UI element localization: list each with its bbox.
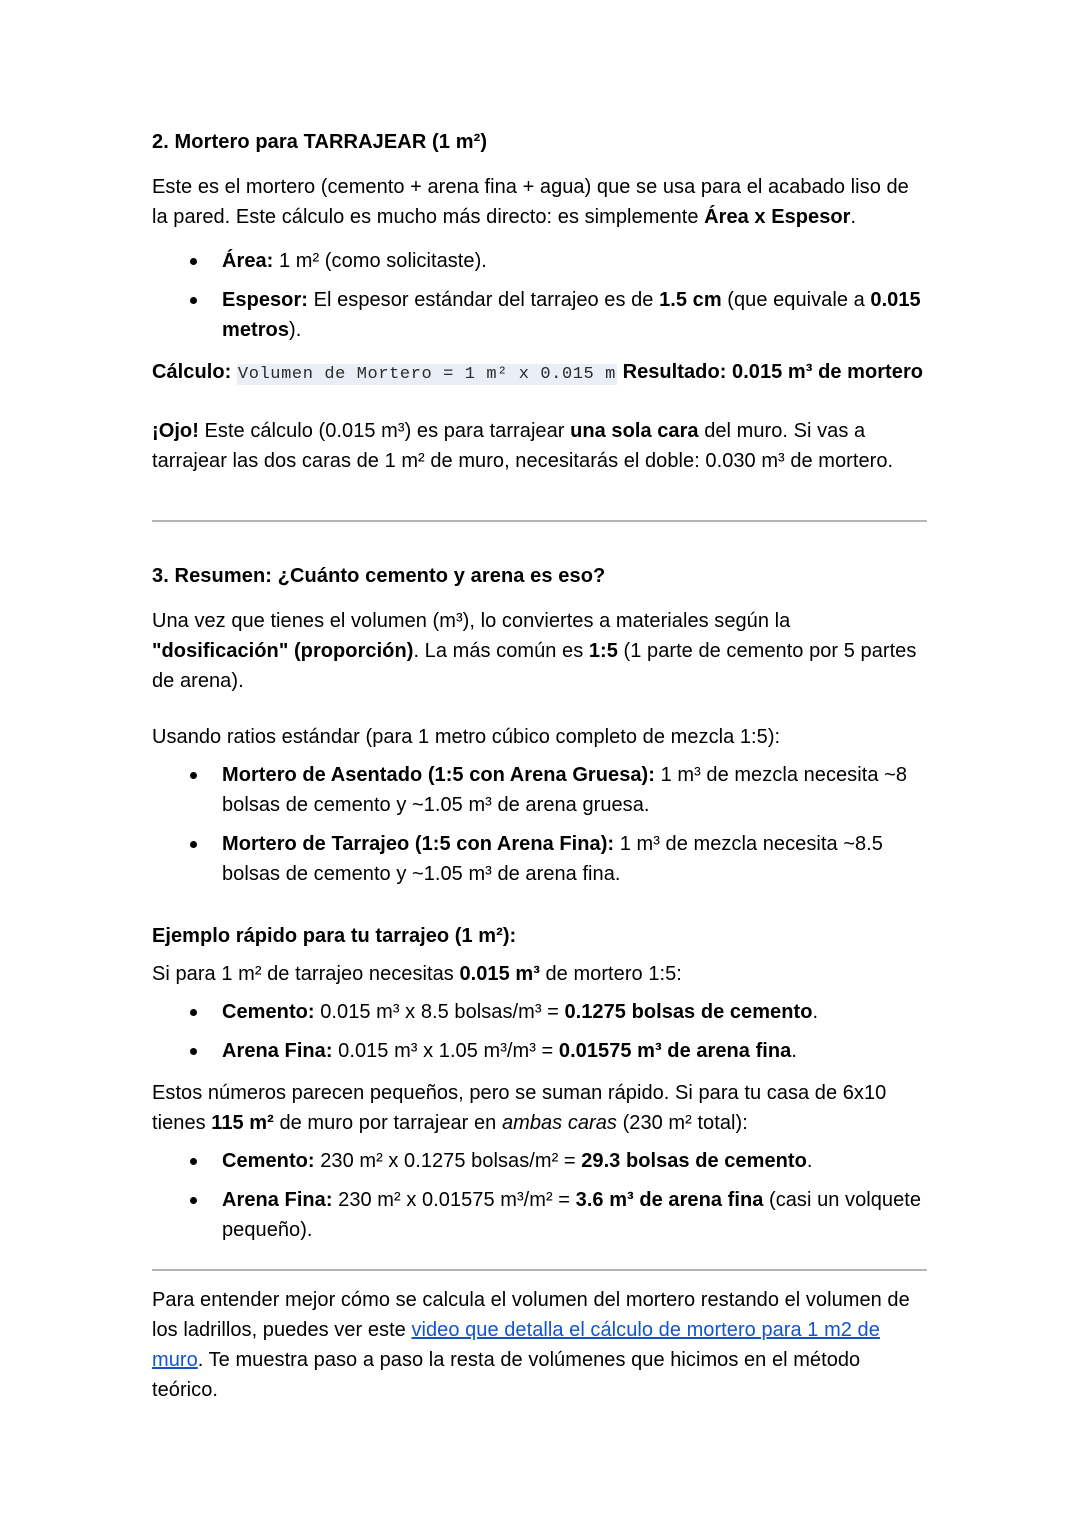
example-heading bbox=[152, 921, 930, 951]
bullet-text-cemento-example-1: 0.015 m³ x 8.5 bolsas/m³ = bbox=[314, 1001, 565, 1023]
section-3-intro-text-1: Una vez que tienes el volumen (m³), lo conviertes a materiales según la bbox=[152, 610, 791, 632]
list-item bbox=[152, 285, 930, 345]
bullet-label-mortero-tarrajeo: Mortero de Tarrajeo (1:5 con Arena Fina): bbox=[222, 833, 615, 855]
section-3-heading: 3. Resumen: ¿Cuánto cemento y arena es eso? bbox=[152, 565, 606, 587]
scaleup-bold-area: 115 m² bbox=[211, 1112, 274, 1134]
bullet-text-cemento-scaleup-2: . bbox=[806, 1150, 813, 1172]
bullet-text-mortero-tarrajeo: 1 m³ de mezcla necesita ~8.5 bolsas de cemento y ~1.05 m³ de arena fina. bbox=[222, 833, 883, 885]
bullet-bold-arena-fina-example-result: 0.01575 m³ de arena fina bbox=[558, 1040, 792, 1062]
example-heading-text: Ejemplo rápido para tu tarrajeo (1 m²): bbox=[152, 925, 517, 947]
section-2-intro-text-2: . bbox=[850, 206, 857, 228]
bullet-bold-arena-fina-scaleup-result: 3.6 m³ de arena fina bbox=[575, 1189, 764, 1211]
section-divider-2 bbox=[152, 1269, 927, 1271]
bullet-text-mortero-asentado: 1 m³ de mezcla necesita ~8 bolsas de cemento y ~1.05 m³ de arena gruesa. bbox=[222, 764, 908, 816]
bullet-text-cemento-example-2: . bbox=[812, 1001, 819, 1023]
scaleup-text-2: de muro por tarrajear en bbox=[273, 1112, 502, 1134]
bullet-label-mortero-asentado: Mortero de Asentado (1:5 con Arena Gruesa): bbox=[222, 764, 655, 786]
bullet-text-arena-fina-scaleup-1: 230 m² x 0.01575 m³/m² = bbox=[332, 1189, 576, 1211]
scaleup-lead-paragraph bbox=[152, 1078, 930, 1138]
bullet-label-espesor: Espesor: bbox=[222, 289, 308, 311]
list-item bbox=[152, 760, 930, 820]
section-2-intro-text-1: Este es el mortero (cemento + arena fina + agua) que se usa para el acabado liso de la pared. Este cálculo es mucho más directo: es simplemente bbox=[152, 176, 909, 228]
ojo-text-1: Este cálculo (0.015 m³) es para tarrajear bbox=[198, 420, 571, 442]
bullet-dot-icon bbox=[190, 258, 197, 265]
bullet-bold-cemento-scaleup-result: 29.3 bolsas de cemento bbox=[581, 1150, 807, 1172]
bullet-text-area: 1 m² (como solicitaste). bbox=[273, 250, 487, 272]
bullet-text-arena-fina-scaleup-2: (casi un volquete pequeño). bbox=[222, 1189, 922, 1241]
scaleup-text-3: (230 m² total): bbox=[616, 1112, 748, 1134]
section-2-bullet-list bbox=[152, 246, 930, 345]
ojo-paragraph bbox=[152, 416, 930, 476]
bullet-dot-icon bbox=[190, 1048, 197, 1055]
ojo-bold-una-sola-cara: una sola cara bbox=[570, 420, 699, 442]
example-lead-paragraph bbox=[152, 959, 930, 989]
bullet-label-cemento-example: Cemento: bbox=[222, 1001, 315, 1023]
bullet-dot-icon bbox=[190, 1158, 197, 1165]
section-2-intro-bold-area-x-espesor: Área x Espesor bbox=[704, 206, 851, 228]
bullet-label-cemento-scaleup: Cemento: bbox=[222, 1150, 315, 1172]
bullet-text-cemento-scaleup-1: 230 m² x 0.1275 bolsas/m² = bbox=[314, 1150, 582, 1172]
scaleup-text-1: Estos números parecen pequeños, pero se suman rápido. Si para tu casa de 6x10 tienes bbox=[152, 1082, 887, 1134]
calculo-formula-code: Volumen de Mortero = 1 m² x 0.015 m bbox=[237, 365, 616, 384]
section-divider-wrapper-2 bbox=[152, 1269, 930, 1271]
scaleup-italic-ambas-caras: ambas caras bbox=[501, 1112, 617, 1134]
scaleup-bullet-list bbox=[152, 1146, 930, 1245]
list-item bbox=[152, 246, 930, 276]
section-3-intro-bold-dosificacion: "dosificación" (proporción) bbox=[152, 640, 414, 662]
bullet-bold-espesor-cm: 1.5 cm bbox=[659, 289, 722, 311]
video-link[interactable]: video que detalla el cálculo de mortero para 1 m2 de muro bbox=[152, 1319, 880, 1371]
document-body bbox=[152, 128, 930, 1405]
section-3-ratio-bullet-list bbox=[152, 760, 930, 889]
example-lead-text-1: Si para 1 m² de tarrajeo necesitas bbox=[152, 963, 460, 985]
list-item bbox=[152, 1036, 930, 1066]
ojo-label: ¡Ojo! bbox=[152, 420, 199, 442]
calculo-paragraph bbox=[152, 357, 930, 390]
calculo-result: Resultado: 0.015 m³ de mortero bbox=[616, 361, 924, 383]
footer-paragraph bbox=[152, 1285, 930, 1405]
footer-text-1: Para entender mejor cómo se calcula el volumen del mortero restando el volumen de los ladrillos, puedes ver este bbox=[152, 1289, 910, 1341]
section-3-intro-text-2: . La más común es bbox=[413, 640, 589, 662]
bullet-text-espesor-a: El espesor estándar del tarrajeo es de bbox=[308, 289, 660, 311]
bullet-bold-cemento-example-result: 0.1275 bolsas de cemento bbox=[564, 1001, 813, 1023]
section-3-intro-paragraph bbox=[152, 606, 930, 696]
bullet-label-arena-fina-example: Arena Fina: bbox=[222, 1040, 333, 1062]
footer-text-2: . Te muestra paso a paso la resta de volúmenes que hicimos en el método teórico. bbox=[152, 1349, 861, 1401]
example-spacer bbox=[152, 901, 930, 921]
bullet-text-arena-fina-example-1: 0.015 m³ x 1.05 m³/m³ = bbox=[332, 1040, 559, 1062]
bullet-text-espesor-c: ). bbox=[289, 319, 302, 341]
bullet-label-arena-fina-scaleup: Arena Fina: bbox=[222, 1189, 333, 1211]
example-lead-bold-volume: 0.015 m³ bbox=[459, 963, 540, 985]
list-item bbox=[152, 997, 930, 1027]
bullet-text-arena-fina-example-2: . bbox=[791, 1040, 797, 1062]
section-3-intro-text-3: (1 parte de cemento por 5 partes de arena). bbox=[152, 640, 917, 692]
section-3-intro-bold-ratio: 1:5 bbox=[588, 640, 618, 662]
section-2-heading: 2. Mortero para TARRAJEAR (1 m²) bbox=[152, 131, 488, 153]
bullet-dot-icon bbox=[190, 297, 197, 304]
section-divider-wrapper-1 bbox=[152, 520, 930, 522]
bullet-dot-icon bbox=[190, 1197, 197, 1204]
ojo-text-2: del muro. Si vas a tarrajear las dos caras de 1 m² de muro, necesitarás el doble: 0.030 m³ de mortero. bbox=[152, 420, 894, 472]
section-divider-1 bbox=[152, 520, 927, 522]
bullet-dot-icon bbox=[190, 1009, 197, 1016]
example-bullet-list bbox=[152, 997, 930, 1066]
example-lead-text-2: de mortero 1:5: bbox=[539, 963, 682, 985]
bullet-label-area: Área: bbox=[222, 250, 274, 272]
section-2-intro-paragraph bbox=[152, 172, 930, 232]
list-item bbox=[152, 829, 930, 889]
list-item bbox=[152, 1185, 930, 1245]
calculo-label: Cálculo: bbox=[152, 361, 232, 383]
bullet-bold-espesor-metros: 0.015 metros bbox=[222, 289, 921, 341]
ratios-intro-paragraph: Usando ratios estándar (para 1 metro cúbico completo de mezcla 1:5): bbox=[152, 726, 781, 748]
bullet-dot-icon bbox=[190, 841, 197, 848]
bullet-dot-icon bbox=[190, 772, 197, 779]
bullet-text-espesor-b: (que equivale a bbox=[721, 289, 871, 311]
list-item bbox=[152, 1146, 930, 1176]
